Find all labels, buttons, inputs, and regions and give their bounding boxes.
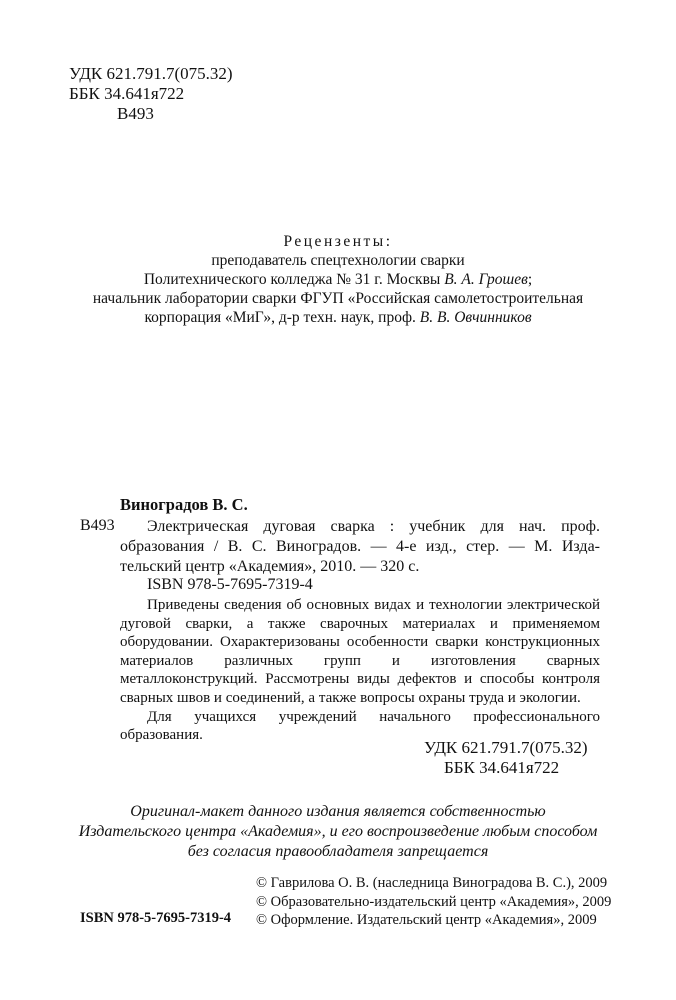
entry-code: В493 [80, 517, 115, 534]
annotation [120, 596, 600, 745]
copyright-notice [0, 802, 676, 862]
copyright-lines [256, 874, 611, 930]
reviewer-line-2-text: Политехнического колледжа № 31 г. Москвы [143, 271, 445, 288]
bottom-udk-code: УДК 621.791.7(075.32) [424, 738, 588, 757]
author-heading: Виноградов В. С. [120, 495, 248, 514]
reviewer-line-3: начальник лаборатории сварки ФГУП «Российская самолетостроительная [92, 290, 584, 307]
reviewers-heading: Рецензенты: [283, 233, 393, 250]
reviewer-line-1: преподаватель спецтехнологии сварки [211, 252, 465, 269]
bibliographic-description [120, 517, 600, 577]
reviewer-name-2: В. В. Овчинников [419, 309, 532, 326]
reviewer-line-2-end: ; [527, 271, 533, 288]
reviewers-block [0, 232, 676, 327]
bottom-isbn: ISBN 978-5-7695-7319-4 [80, 910, 232, 926]
title-line-1: Электрическая дуговая сварка : учебник для нач. проф. [147, 518, 600, 535]
bottom-bbk-code: ББК 34.641я722 [444, 758, 560, 777]
reviewer-line-2 [0, 270, 676, 289]
copyright-line-2: © Образовательно-издательский центр «Академия», 2009 [256, 893, 612, 910]
notice-line-2: Издательского центра «Академия», и его воспроизведение любым способом [78, 823, 598, 840]
notice-line-3: без согласия правообладателя запрещается [187, 843, 489, 860]
entry-isbn: ISBN 978-5-7695-7319-4 [147, 576, 313, 593]
annotation-paragraph-1: Приведены сведения об основных видах и технологии электрической дуговой сварки, а также сварочных материалах и применяемом оборудовании. Охарактеризованы особенности сварки конструкционных материалов различных групп и изготовления сварных металлоконструкций. Рассмотрены виды дефектов и способы контроля сварных швов и соединений, а также вопросы охраны труда и экологии. [120, 597, 600, 706]
udk-code: УДК 621.791.7(075.32) [69, 64, 233, 83]
annotation-paragraph-2: Для учащихся учреждений начального профессионального образования. [120, 708, 600, 744]
bottom-classification-codes [424, 738, 588, 778]
copyright-line-1: © Гаврилова О. В. (наследница Виноградова В. С.), 2009 [256, 875, 608, 891]
bbk-code: ББК 34.641я722 [69, 84, 185, 103]
title-line-3: тельский центр «Академия», 2010. — 320 с. [120, 558, 420, 575]
reviewer-line-4-text: корпорация «МиГ», д-р техн. наук, проф. [144, 309, 420, 326]
top-classification-codes [69, 64, 233, 124]
reviewer-name-1: В. А. Грошев [444, 271, 528, 288]
copyright-line-3: © Оформление. Издательский центр «Академия», 2009 [256, 912, 597, 928]
notice-line-1: Оригинал-макет данного издания является собственностью [130, 803, 546, 820]
author-sign-code: В493 [117, 104, 154, 123]
reviewer-line-4 [0, 308, 676, 327]
title-line-2: образования / В. С. Виноградов. — 4-е изд., стер. — М. Изда- [120, 538, 600, 555]
